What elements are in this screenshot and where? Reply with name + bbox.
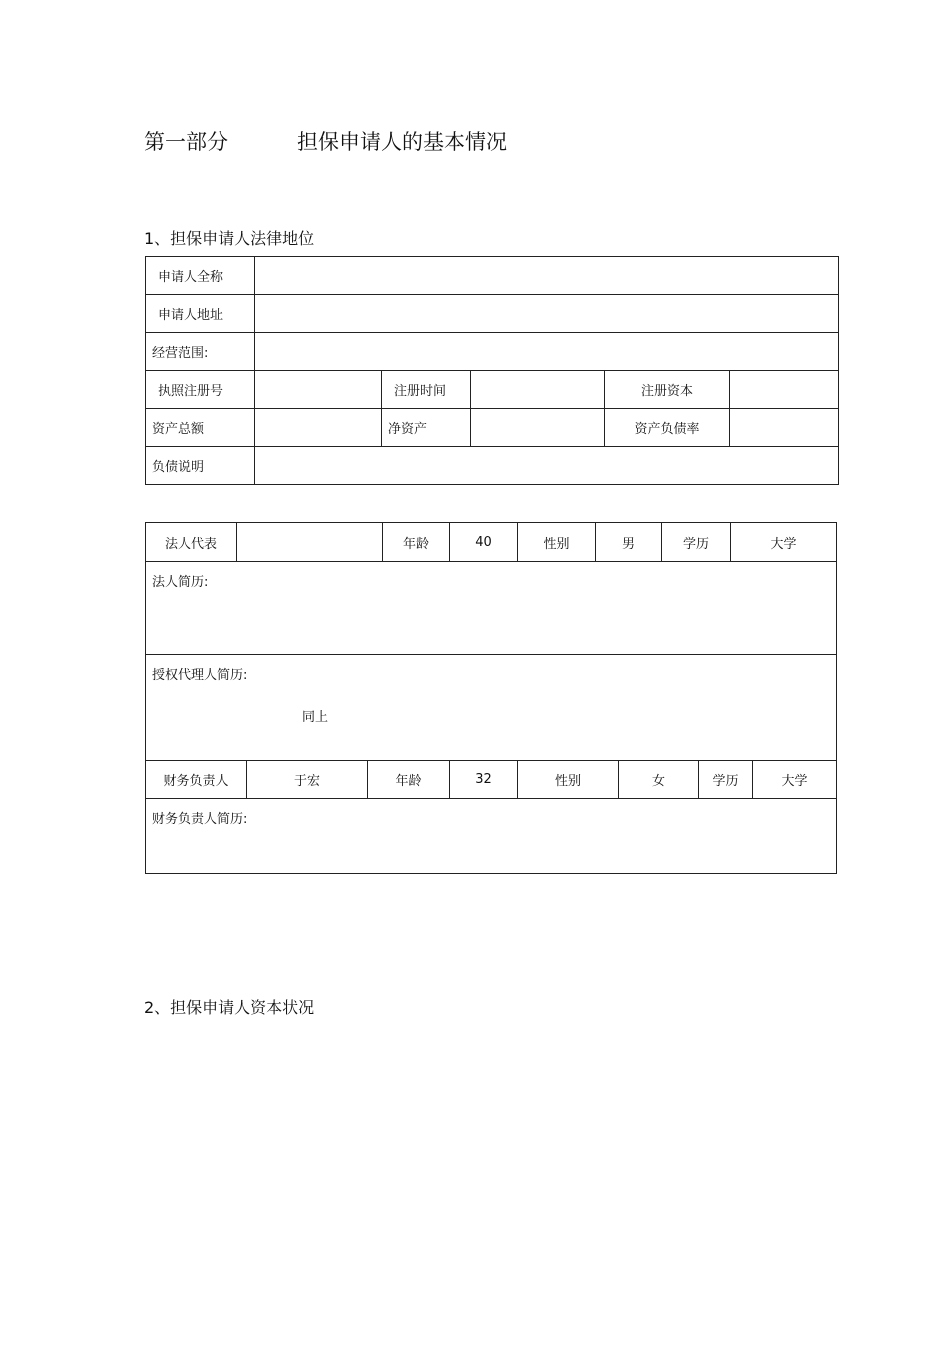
total-assets-field[interactable] xyxy=(255,409,382,447)
personnel-table-a xyxy=(145,522,837,761)
part-heading: 担保申请人的基本情况 xyxy=(297,130,507,154)
total-assets-label: 资产总额 xyxy=(146,409,255,447)
finance-head-value[interactable]: 于宏 xyxy=(247,761,368,799)
applicant-address-label: 申请人地址 xyxy=(146,295,255,333)
page-title xyxy=(144,126,507,156)
finance-head-resume-field[interactable] xyxy=(146,799,837,874)
finance-head-age-value[interactable]: 32 xyxy=(450,761,518,799)
applicant-name-label: 申请人全称 xyxy=(146,257,255,295)
finance-head-age-label: 年龄 xyxy=(368,761,450,799)
legal-rep-education-label: 学历 xyxy=(662,523,731,562)
finance-head-education-value[interactable]: 大学 xyxy=(753,761,837,799)
debt-ratio-field[interactable] xyxy=(730,409,839,447)
applicant-address-field[interactable] xyxy=(255,295,839,333)
finance-head-gender-value[interactable]: 女 xyxy=(619,761,699,799)
legal-rep-gender-label: 性别 xyxy=(518,523,596,562)
legal-rep-age-value[interactable]: 40 xyxy=(450,523,518,562)
debt-note-label: 负债说明 xyxy=(146,447,255,485)
legal-rep-education-value[interactable]: 大学 xyxy=(731,523,837,562)
reg-capital-field[interactable] xyxy=(730,371,839,409)
license-no-label: 执照注册号 xyxy=(146,371,255,409)
legal-rep-gender-value[interactable]: 男 xyxy=(596,523,662,562)
personnel-table-b xyxy=(145,760,837,874)
business-scope-label: 经营范围: xyxy=(146,333,255,371)
section-2-heading: 2、担保申请人资本状况 xyxy=(144,998,315,1017)
business-scope-field[interactable] xyxy=(255,333,839,371)
debt-note-field[interactable] xyxy=(255,447,839,485)
legal-status-table xyxy=(145,256,839,485)
agent-resume-label: 授权代理人简历: xyxy=(152,668,248,683)
license-no-field[interactable] xyxy=(255,371,382,409)
applicant-name-field[interactable] xyxy=(255,257,839,295)
net-assets-label: 净资产 xyxy=(382,409,471,447)
agent-resume-value: 同上 xyxy=(302,710,329,725)
legal-rep-resume-field[interactable] xyxy=(146,562,837,655)
finance-head-label: 财务负责人 xyxy=(146,761,247,799)
legal-rep-age-label: 年龄 xyxy=(383,523,450,562)
finance-head-gender-label: 性别 xyxy=(518,761,619,799)
legal-rep-resume-label: 法人简历: xyxy=(152,575,209,590)
section-1-heading: 1、担保申请人法律地位 xyxy=(144,229,315,248)
debt-ratio-label: 资产负债率 xyxy=(605,409,730,447)
finance-head-resume-label: 财务负责人简历: xyxy=(152,812,248,827)
agent-resume-field[interactable] xyxy=(146,655,837,761)
finance-head-education-label: 学历 xyxy=(699,761,753,799)
reg-time-label: 注册时间 xyxy=(382,371,471,409)
net-assets-field[interactable] xyxy=(471,409,605,447)
reg-time-field[interactable] xyxy=(471,371,605,409)
part-label: 第一部分 xyxy=(144,130,228,154)
reg-capital-label: 注册资本 xyxy=(605,371,730,409)
legal-rep-label: 法人代表 xyxy=(146,523,237,562)
legal-rep-field[interactable] xyxy=(237,523,383,562)
